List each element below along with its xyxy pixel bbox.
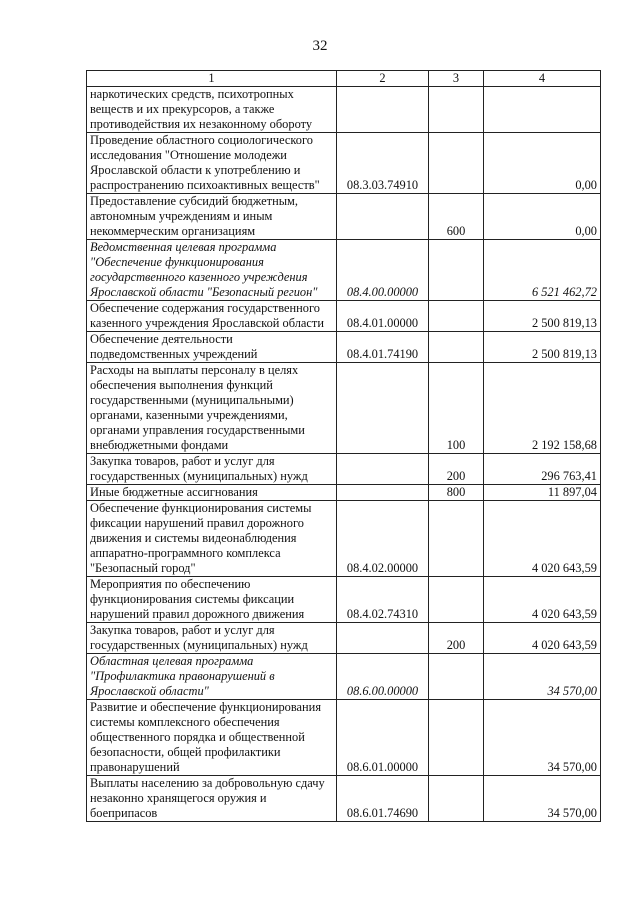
row-code-cell <box>337 87 429 133</box>
row-name-cell: Закупка товаров, работ и услуг для государственных (муниципальных) нужд <box>87 454 337 485</box>
header-col-name: 1 <box>87 71 337 87</box>
row-type-cell <box>429 240 484 301</box>
row-amount-cell: 34 570,00 <box>484 776 601 822</box>
row-amount-cell <box>484 87 601 133</box>
table-row <box>87 194 601 240</box>
row-name-cell: Развитие и обеспечение функционирования системы комплексного обеспечения общественного порядка и общественной безопасности, общей профилактики правонарушений <box>87 700 337 776</box>
row-name-cell: Закупка товаров, работ и услуг для государственных (муниципальных) нужд <box>87 623 337 654</box>
row-name-cell: Выплаты населению за добровольную сдачу незаконно хранящегося оружия и боеприпасов <box>87 776 337 822</box>
table-row <box>87 501 601 577</box>
header-col-code: 2 <box>337 71 429 87</box>
row-name-cell: Обеспечение содержания государственного казенного учреждения Ярославской области <box>87 301 337 332</box>
table-row <box>87 700 601 776</box>
row-amount-cell: 34 570,00 <box>484 654 601 700</box>
row-code-cell <box>337 194 429 240</box>
row-amount-cell: 11 897,04 <box>484 485 601 501</box>
budget-table <box>86 70 601 822</box>
header-col-amount: 4 <box>484 71 601 87</box>
row-code-cell: 08.4.01.00000 <box>337 301 429 332</box>
row-type-cell: 800 <box>429 485 484 501</box>
row-type-cell: 600 <box>429 194 484 240</box>
row-type-cell <box>429 332 484 363</box>
row-name-cell: Ведомственная целевая программа "Обеспечение функционирования государственного казенного учреждения Ярославской области "Безопасный регион" <box>87 240 337 301</box>
row-name-cell: Расходы на выплаты персоналу в целях обеспечения выполнения функций государственными (муниципальными) органами, казенными учреждениями, органами управления государственными внебюджетными фондами <box>87 363 337 454</box>
row-code-cell: 08.4.02.00000 <box>337 501 429 577</box>
row-name-cell: Областная целевая программа "Профилактика правонарушений в Ярославской области" <box>87 654 337 700</box>
row-code-cell <box>337 623 429 654</box>
row-type-cell <box>429 301 484 332</box>
table-row <box>87 623 601 654</box>
row-code-cell: 08.3.03.74910 <box>337 133 429 194</box>
row-code-cell: 08.6.01.74690 <box>337 776 429 822</box>
table-row <box>87 454 601 485</box>
row-code-cell: 08.6.00.00000 <box>337 654 429 700</box>
table-row <box>87 485 601 501</box>
row-amount-cell: 2 500 819,13 <box>484 332 601 363</box>
row-amount-cell: 0,00 <box>484 194 601 240</box>
row-code-cell <box>337 485 429 501</box>
table-row <box>87 332 601 363</box>
row-name-cell: Мероприятия по обеспечению функционирования системы фиксации нарушений правил дорожного движения <box>87 577 337 623</box>
row-code-cell: 08.6.01.00000 <box>337 700 429 776</box>
row-amount-cell: 2 192 158,68 <box>484 363 601 454</box>
table-row <box>87 240 601 301</box>
row-type-cell <box>429 133 484 194</box>
row-type-cell <box>429 700 484 776</box>
row-amount-cell: 34 570,00 <box>484 700 601 776</box>
row-amount-cell: 2 500 819,13 <box>484 301 601 332</box>
row-name-cell: Предоставление субсидий бюджетным, автономным учреждениям и иным некоммерческим организациям <box>87 194 337 240</box>
row-name-cell: Иные бюджетные ассигнования <box>87 485 337 501</box>
row-amount-cell: 4 020 643,59 <box>484 577 601 623</box>
page-number: 32 <box>312 38 328 54</box>
table-row <box>87 776 601 822</box>
row-type-cell <box>429 654 484 700</box>
table-row <box>87 577 601 623</box>
row-code-cell <box>337 454 429 485</box>
row-amount-cell: 0,00 <box>484 133 601 194</box>
row-type-cell: 200 <box>429 623 484 654</box>
row-name-cell: Обеспечение функционирования системы фиксации нарушений правил дорожного движения и системы видеонаблюдения аппаратно-программного комплекса "Безопасный город" <box>87 501 337 577</box>
table-row <box>87 363 601 454</box>
row-code-cell <box>337 363 429 454</box>
row-code-cell: 08.4.01.74190 <box>337 332 429 363</box>
row-name-cell: Обеспечение деятельности подведомственных учреждений <box>87 332 337 363</box>
row-type-cell <box>429 776 484 822</box>
row-type-cell <box>429 577 484 623</box>
table-header-row <box>87 71 601 87</box>
table-row <box>87 301 601 332</box>
table-row <box>87 654 601 700</box>
table-row <box>87 133 601 194</box>
table-row <box>87 87 601 133</box>
row-name-cell: Проведение областного социологического исследования "Отношение молодежи Ярославской области к употреблению и распространению психоактивных веществ" <box>87 133 337 194</box>
row-type-cell: 200 <box>429 454 484 485</box>
table-body <box>87 87 601 822</box>
row-name-cell: наркотических средств, психотропных веществ и их прекурсоров, а также противодействия их незаконному обороту <box>87 87 337 133</box>
row-type-cell: 100 <box>429 363 484 454</box>
row-amount-cell: 296 763,41 <box>484 454 601 485</box>
row-type-cell <box>429 501 484 577</box>
row-code-cell: 08.4.00.00000 <box>337 240 429 301</box>
row-type-cell <box>429 87 484 133</box>
header-col-type: 3 <box>429 71 484 87</box>
row-amount-cell: 4 020 643,59 <box>484 501 601 577</box>
row-amount-cell: 6 521 462,72 <box>484 240 601 301</box>
row-amount-cell: 4 020 643,59 <box>484 623 601 654</box>
row-code-cell: 08.4.02.74310 <box>337 577 429 623</box>
